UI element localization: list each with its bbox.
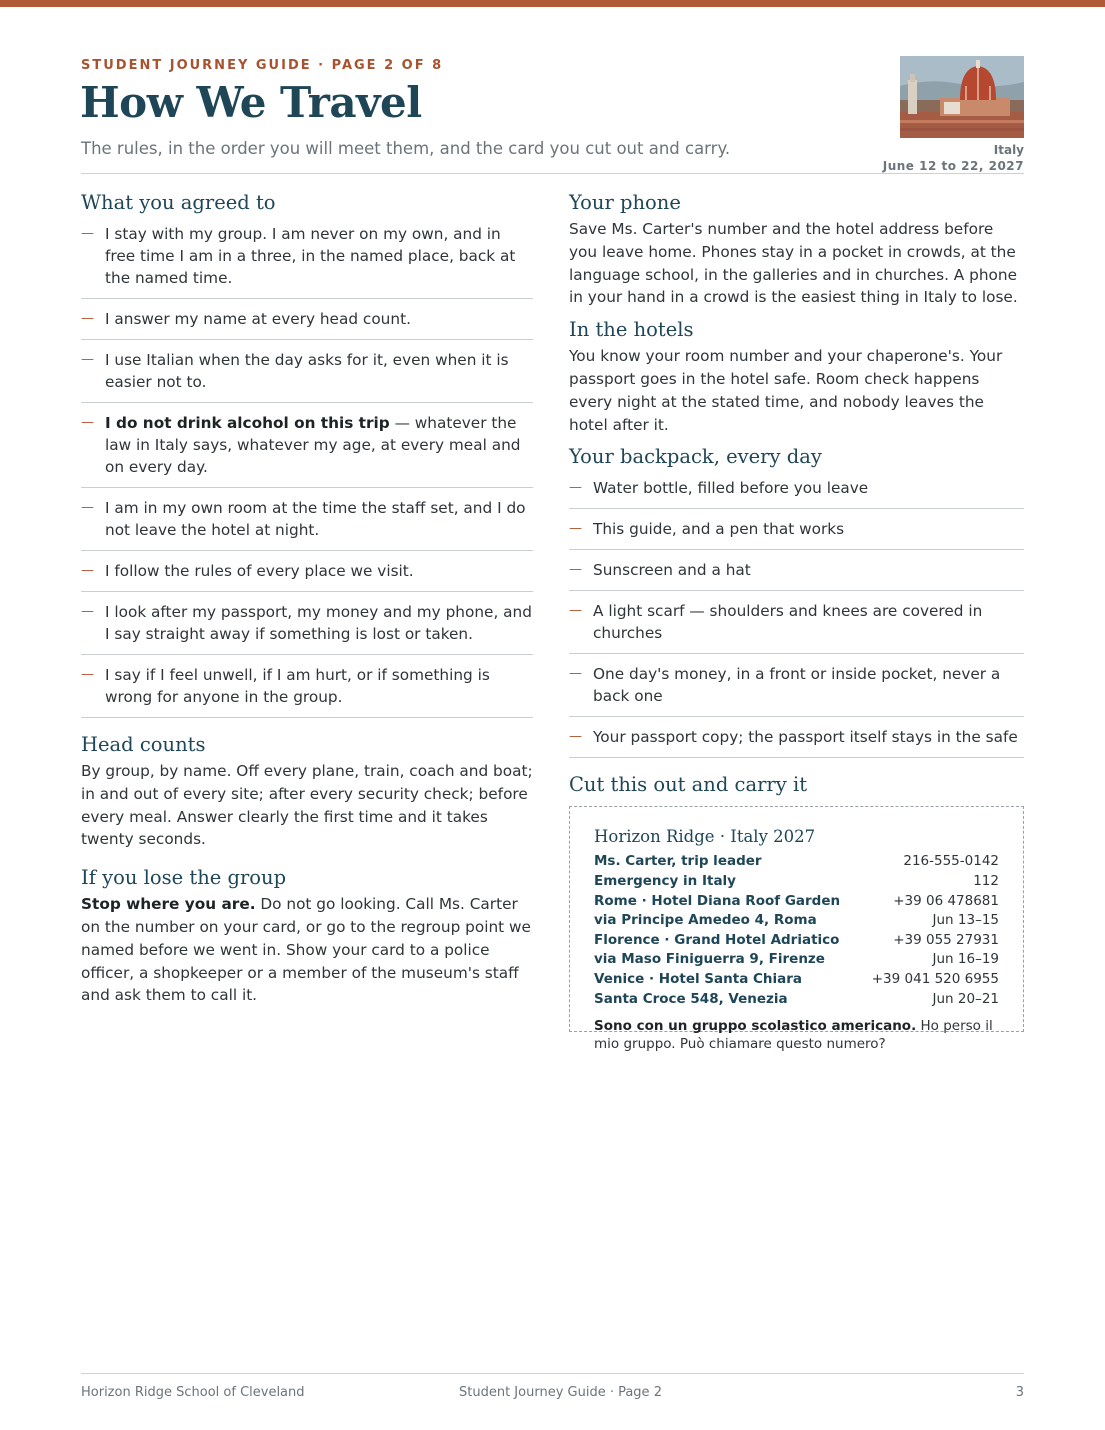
- phone-heading: Your phone: [569, 191, 681, 214]
- agreed-heading: What you agreed to: [81, 191, 276, 214]
- footer-school: Horizon Ridge School of Cleveland: [81, 1385, 305, 1400]
- hotels-heading: In the hotels: [569, 318, 694, 342]
- page-title: How We Travel: [80, 78, 422, 127]
- card-heading: Cut this out and carry it: [569, 773, 808, 797]
- agreed-list: [81, 220, 533, 718]
- card-row: via Principe Amedeo 4, Roma Jun 13–15: [594, 912, 999, 929]
- card-row: Rome · Hotel Diana Roof Garden +39 06 478681: [594, 892, 999, 909]
- agreed-item: — I am in my own room at the time the staff set, and I do not leave the hotel at night.: [81, 488, 533, 551]
- backpack-item: — Your passport copy; the passport itself stays in the safe: [569, 717, 1024, 758]
- footer-divider: [81, 1373, 1024, 1374]
- agreed-item: — I follow the rules of every place we visit.: [81, 551, 533, 592]
- agreed-item: — I stay with my group. I am never on my own, and in free time I am in a three, in the named place, back at the named time.: [81, 220, 533, 299]
- cutout-card: [569, 806, 1024, 1053]
- italian-help-phrase: Sono con un gruppo scolastico americano. Ho perso il mio gruppo. Può chiamare questo numero?: [594, 1018, 993, 1053]
- lose-group-heading: If you lose the group: [81, 866, 287, 890]
- agreed-item: — I look after my passport, my money and my phone, and I say straight away if something is lost or taken.: [81, 592, 533, 655]
- spacer: [81, 718, 533, 730]
- footer-guide-page: Student Journey Guide · Page 2: [459, 1385, 662, 1400]
- page-subtitle: The rules, in the order you will meet them, and the card you cut out and carry.: [81, 139, 731, 158]
- trip-dates: June 12 to 22, 2027: [882, 159, 1024, 173]
- duomo-illustration: [900, 56, 1024, 138]
- phone-text: Save Ms. Carter's number and the hotel address before you leave home. Phones stay in a pocket in crowds, at the language school, in the galleries and in churches. A phone in your hand in a crowd is the easiest thing in Italy to lose.: [569, 220, 1018, 307]
- agreed-item: — I do not drink alcohol on this trip — whatever the law in Italy says, whatever my age, at every meal and on every day.: [81, 403, 533, 488]
- card-row: Santa Croce 548, Venezia Jun 20–21: [594, 990, 999, 1007]
- backpack-item: — This guide, and a pen that works: [569, 509, 1024, 550]
- agreed-item: — I say if I feel unwell, if I am hurt, or if something is wrong for anyone in the group.: [81, 655, 533, 718]
- agreed-item: — I answer my name at every head count.: [81, 299, 533, 340]
- left-column: [81, 188, 533, 1007]
- footer-page-number: 3: [1015, 1385, 1024, 1400]
- top-accent-bar: [0, 0, 1105, 7]
- backpack-item: — One day's money, in a front or inside pocket, never a back one: [569, 654, 1024, 717]
- florence-duomo-photo: [900, 56, 1024, 138]
- agreed-item: — I use Italian when the day asks for it, even when it is easier not to.: [81, 340, 533, 403]
- trip-country: Italy: [993, 143, 1024, 157]
- backpack-item: — Sunscreen and a hat: [569, 550, 1024, 591]
- hotels-text: You know your room number and your chaperone's. Your passport goes in the hotel safe. Room check happens every night at the stated time, and nobody leaves the hotel after it.: [569, 347, 1003, 434]
- card-row: Venice · Hotel Santa Chiara +39 041 520 6955: [594, 970, 999, 987]
- header-divider: [81, 173, 1024, 174]
- card-row: Ms. Carter, trip leader 216-555-0142: [594, 853, 999, 870]
- card-row: Emergency in Italy 112: [594, 872, 999, 889]
- card-title: Horizon Ridge · Italy 2027: [594, 827, 816, 847]
- spacer: [81, 851, 533, 863]
- backpack-list: [569, 474, 1024, 758]
- headcounts-text: By group, by name. Off every plane, train, coach and boat; in and out of every site; after every security check; before every meal. Answer clearly the first time and it takes twenty seconds.: [81, 762, 533, 849]
- card-row: via Maso Finiguerra 9, Firenze Jun 16–19: [594, 951, 999, 968]
- backpack-item: — Water bottle, filled before you leave: [569, 474, 1024, 509]
- lose-group-text: Stop where you are. Do not go looking. Call Ms. Carter on the number on your card, or go to the regroup point we named before we went in. Show your card to a police officer, a shopkeeper or a member of the museum's staff and ask them to call it.: [81, 895, 531, 1005]
- headcounts-heading: Head counts: [81, 733, 206, 756]
- card-row: Florence · Grand Hotel Adriatico +39 055 27931: [594, 931, 999, 948]
- page-kicker: STUDENT JOURNEY GUIDE · PAGE 2 OF 8: [81, 58, 444, 73]
- right-column: [569, 188, 1024, 1053]
- backpack-heading: Your backpack, every day: [569, 445, 822, 469]
- backpack-item: — A light scarf — shoulders and knees are covered in churches: [569, 591, 1024, 654]
- spacer: [569, 758, 1024, 770]
